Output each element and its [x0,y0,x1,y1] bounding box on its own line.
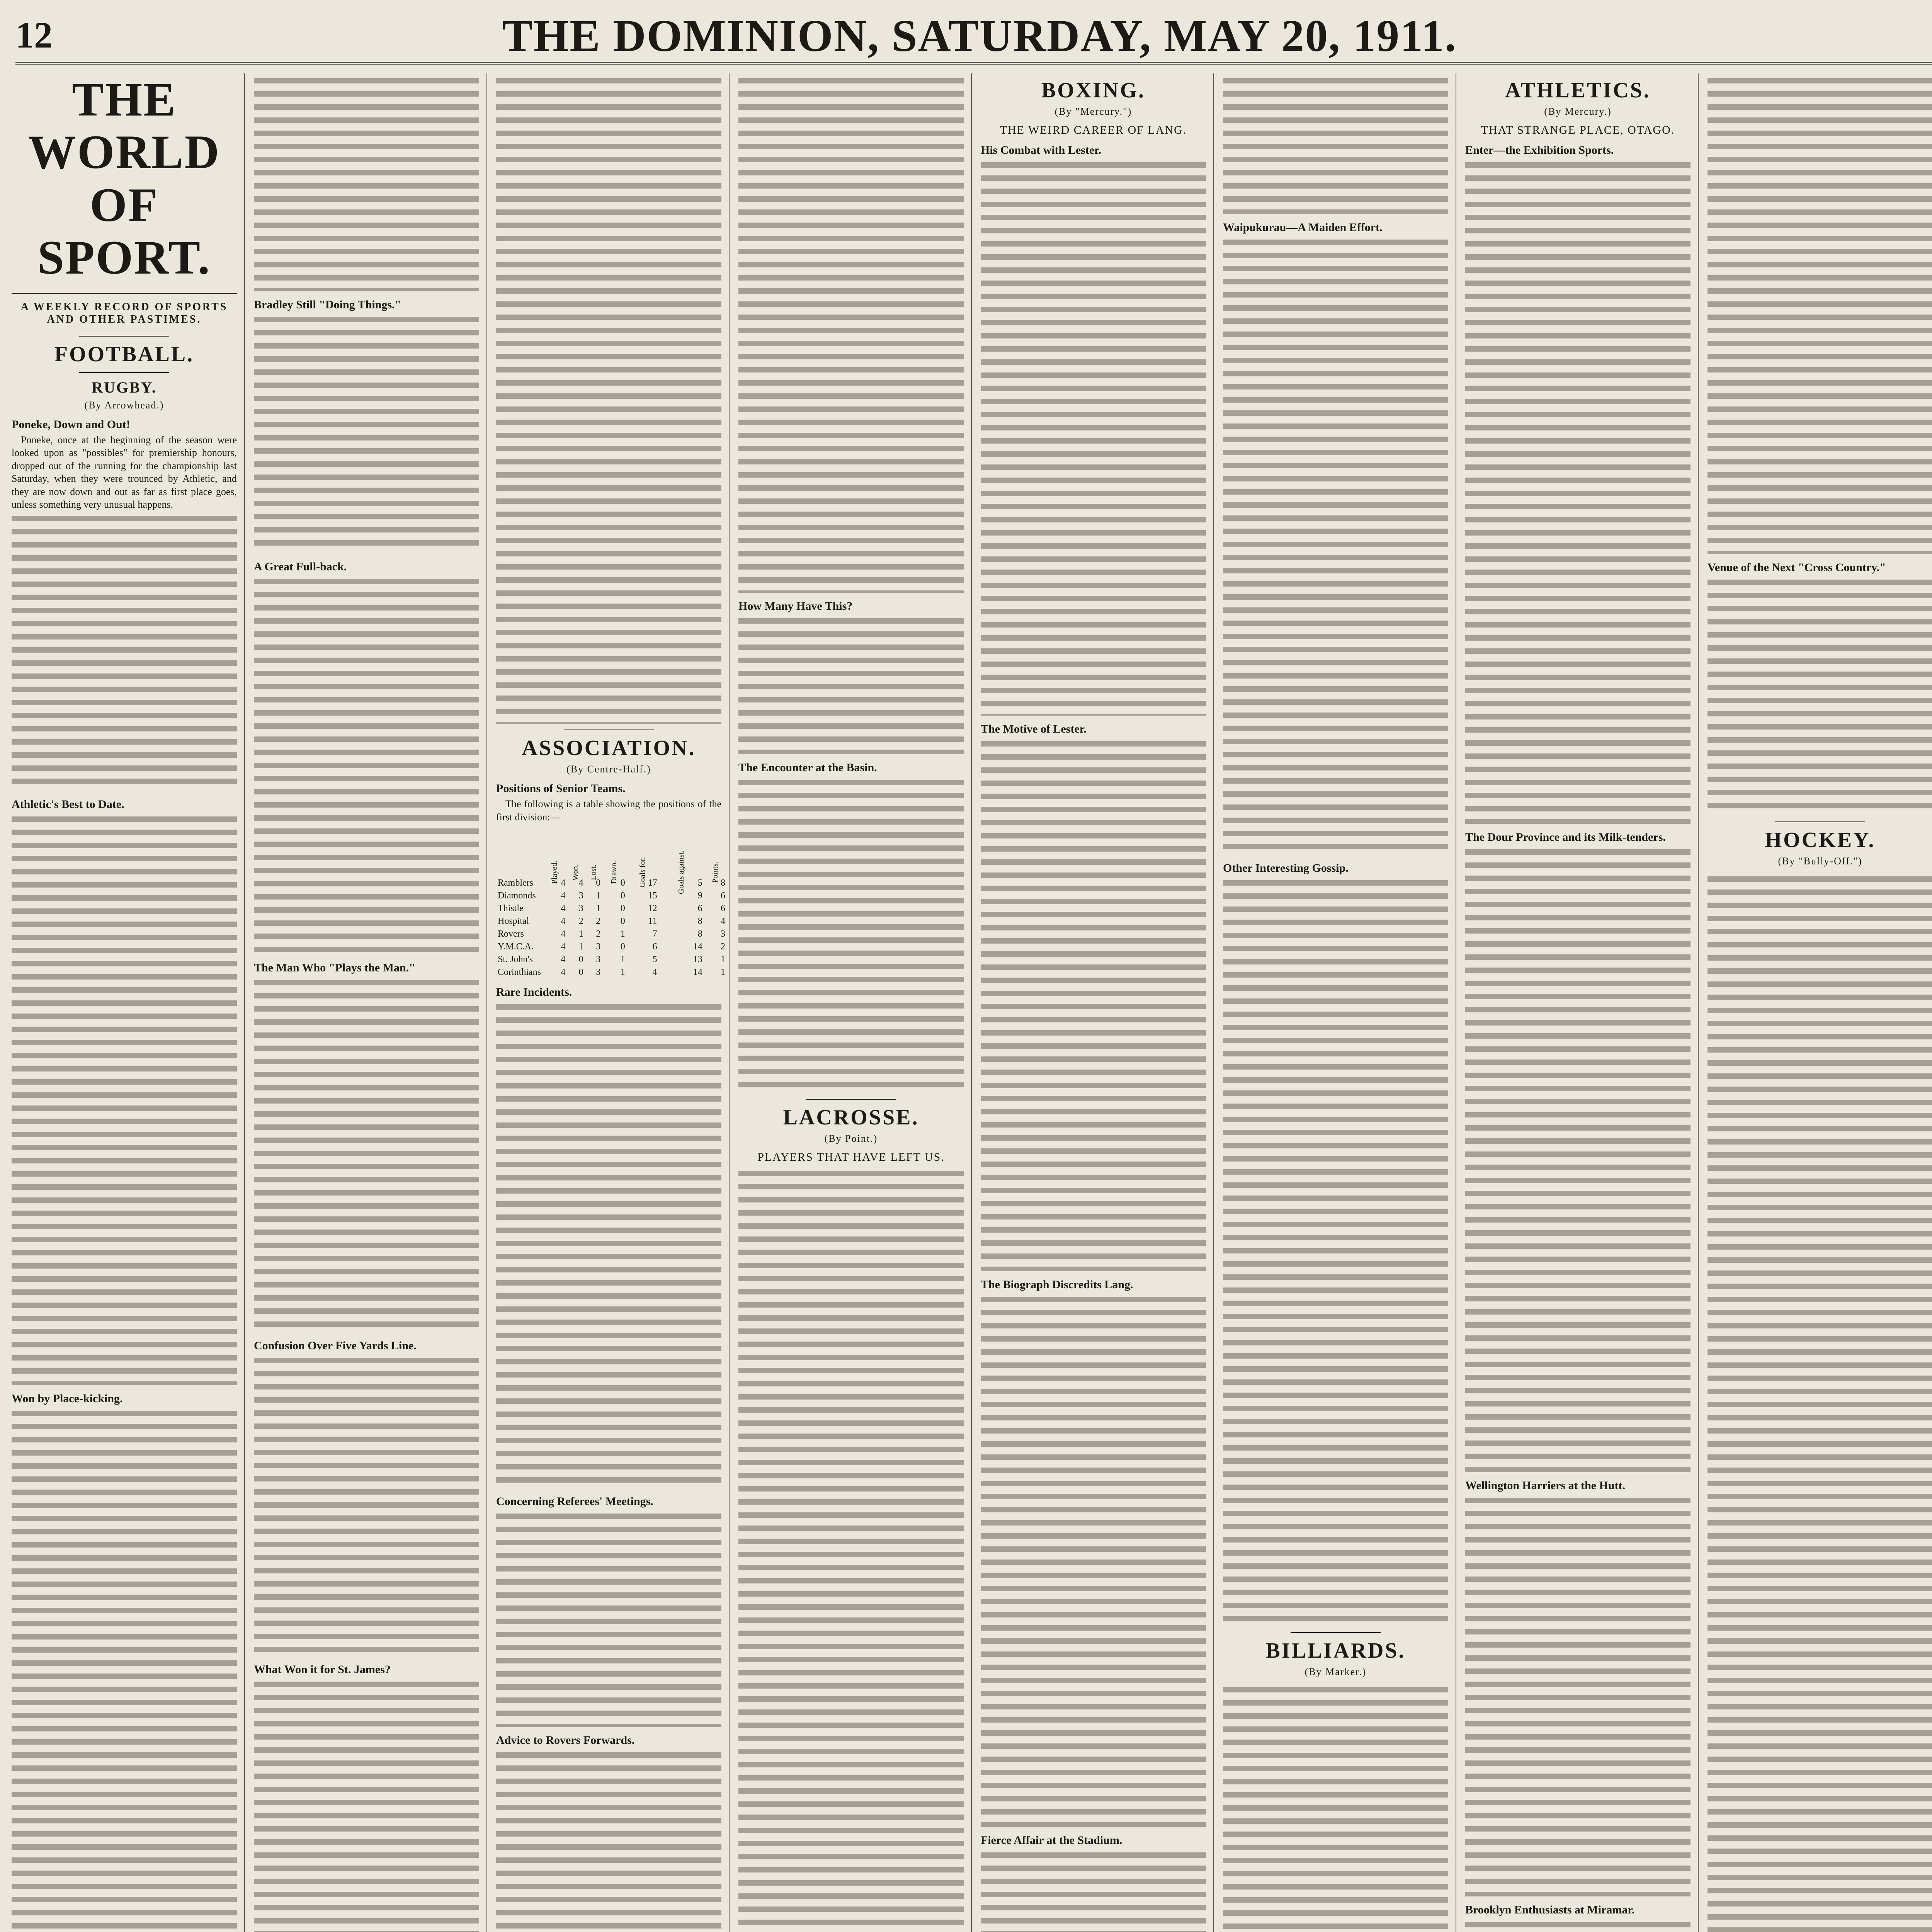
column-rule [971,73,972,1932]
article-text-block [738,777,964,1094]
lacrosse-caption: PLAYERS THAT HAVE LEFT US. [757,1151,945,1163]
article-text-block [1465,846,1690,1472]
article-text-block [254,75,479,291]
article-text-block [981,159,1206,716]
column-rule [244,73,245,1932]
article-text-block [981,1294,1206,1827]
article-text-block [1708,577,1932,816]
article-text-block [496,1749,721,1932]
hockey-byline: (By "Bully-Off.") [1778,855,1862,867]
table-row: Diamonds 4 3 1 0 15 9 6 [498,891,725,901]
article-text-block [496,75,721,724]
article-text-block [1223,75,1448,214]
article-text-block [1465,1495,1690,1896]
article-text-block [1465,1919,1690,1932]
feature-subtitle: A WEEKLY RECORD OF SPORTS AND OTHER PASTIMES. [20,301,228,325]
article-heading: Enter—the Exhibition Sports. [1465,144,1614,156]
standings-header-team [496,827,543,877]
column-7 [1465,73,1690,1932]
article-heading: The Biograph Discredits Lang. [981,1278,1133,1291]
football-section-title: FOOTBALL. [54,342,194,366]
table-row: St. John's 4 0 3 1 5 13 1 [498,954,725,965]
article-text-block [1223,1684,1448,1932]
article-heading: Wellington Harriers at the Hutt. [1465,1479,1626,1492]
column-2 [254,73,479,1932]
standings-header: Points. [711,862,719,883]
article-lead-paragraph: Poneke, once at the beginning of the season were looked upon as "possibles" for premiership honours, dropped out of the running for the championship last Saturday, when they were trounced by Athletic, and they are now down and out as far as first place goes, unless something very unusual happens. [12,434,237,510]
article-text-block [738,1168,964,1932]
article-text-block [1223,236,1448,855]
article-text-block [254,1679,479,1932]
divider [1775,821,1865,822]
athletics-caption: THAT STRANGE PLACE, OTAGO. [1481,124,1675,136]
article-text-block [738,75,964,593]
article-heading: A Great Full-back. [254,560,347,573]
article-heading: Brooklyn Enthusiasts at Miramar. [1465,1903,1635,1916]
article-text-block [12,813,237,1385]
article-text-block [738,615,964,754]
column-5 [981,73,1206,1932]
standings-header: Goals against. [677,850,685,895]
article-text-block [1708,873,1932,1932]
article-heading: Bradley Still "Doing Things." [254,298,401,311]
column-rule [1698,73,1699,1932]
article-text-block [254,977,479,1332]
association-section-title: ASSOCIATION. [522,736,696,760]
table-row: Rovers 4 1 2 1 7 8 3 [498,929,725,939]
article-heading: Won by Place-kicking. [12,1392,123,1405]
column-rule [1213,73,1214,1932]
article-text-block [12,1408,237,1932]
article-heading: The Dour Province and its Milk-tenders. [1465,831,1666,844]
divider [79,336,169,337]
football-code-title: RUGBY. [92,378,157,396]
article-text-block [981,738,1206,1271]
boxing-section-title: BOXING. [1041,78,1146,102]
boxing-caption: THE WEIRD CAREER OF LANG. [1000,124,1187,136]
column-8 [1708,73,1932,1932]
article-text-block [1708,75,1932,554]
column-rule [486,73,487,1932]
athletics-section-title: ATHLETICS. [1505,78,1651,102]
article-heading: Venue of the Next "Cross Country." [1708,561,1886,574]
article-heading: What Won it for St. James? [254,1663,391,1676]
article-heading: Rare Incidents. [496,986,572,999]
article-heading: Concerning Referees' Meetings. [496,1495,653,1508]
column-6 [1223,73,1448,1932]
article-text-block [254,576,479,954]
article-text-block [254,314,479,553]
divider [1291,1632,1381,1633]
standings-header-row [496,827,727,877]
billiards-section-title: BILLIARDS. [1265,1639,1406,1663]
article-text-block [12,513,237,791]
table-row: Ramblers 4 4 0 0 17 5 8 [498,878,725,888]
table-intro: The following is a table showing the positions of the first division:— [496,798,721,823]
billiards-byline: (By Marker.) [1304,1666,1367,1677]
table-row: Corinthians 4 0 3 1 4 14 1 [498,967,725,978]
article-heading: The Encounter at the Basin. [738,761,877,774]
standings-table [496,827,727,979]
article-heading: Athletic's Best to Date. [12,798,124,811]
article-text-block [981,1849,1206,1932]
football-byline: (By Arrowhead.) [84,399,164,411]
column-3 [496,73,725,1932]
table-heading: Positions of Senior Teams. [496,782,626,795]
table-row: Hospital 4 2 2 0 11 8 4 [498,916,725,927]
standings-header: Lost. [589,864,598,880]
column-4 [738,73,964,1932]
boxing-byline: (By "Mercury.") [1054,106,1132,117]
association-byline: (By Centre-Half.) [566,764,651,775]
article-heading: Waipukurau—A Maiden Effort. [1223,221,1383,234]
masthead-rule [15,62,1932,65]
athletics-byline: (By Mercury.) [1544,106,1612,117]
article-heading: Other Interesting Gossip. [1223,862,1349,874]
masthead-title: THE DOMINION, SATURDAY, MAY 20, 1911. [502,10,1457,61]
article-text-block [496,1001,721,1488]
lacrosse-section-title: LACROSSE. [783,1105,919,1129]
hockey-section-title: HOCKEY. [1765,828,1876,852]
article-heading: The Motive of Lester. [981,723,1087,735]
divider [79,372,169,373]
article-heading: Confusion Over Five Yards Line. [254,1339,417,1352]
article-heading: Advice to Rovers Forwards. [496,1734,635,1747]
standings-header: Won. [571,864,580,881]
table-row: Thistle 4 3 1 0 12 6 6 [498,903,725,914]
lacrosse-byline: (By Point.) [824,1133,878,1144]
standings-header: Played. [550,861,559,884]
column-rule [729,73,730,1932]
article-text-block [254,1355,479,1656]
article-heading: Fierce Affair at the Stadium. [981,1834,1122,1847]
divider [806,1099,896,1100]
article-heading: His Combat with Lester. [981,144,1102,156]
column-1 [12,73,237,1932]
article-heading: How Many Have This? [738,600,853,612]
feature-title: THE WORLD OF SPORT. [12,73,237,294]
masthead [15,8,1932,66]
page-number: 12 [15,14,53,56]
article-text-block [496,1510,721,1727]
table-row: Y.M.C.A. 4 1 3 0 6 14 2 [498,942,725,952]
article-text-block [1465,159,1690,824]
article-heading: The Man Who "Plays the Man." [254,961,415,974]
standings-header: Drawn. [610,861,619,884]
article-heading: Poneke, Down and Out! [12,418,130,431]
standings-header: Goals for. [638,857,647,888]
article-text-block [1223,877,1448,1627]
